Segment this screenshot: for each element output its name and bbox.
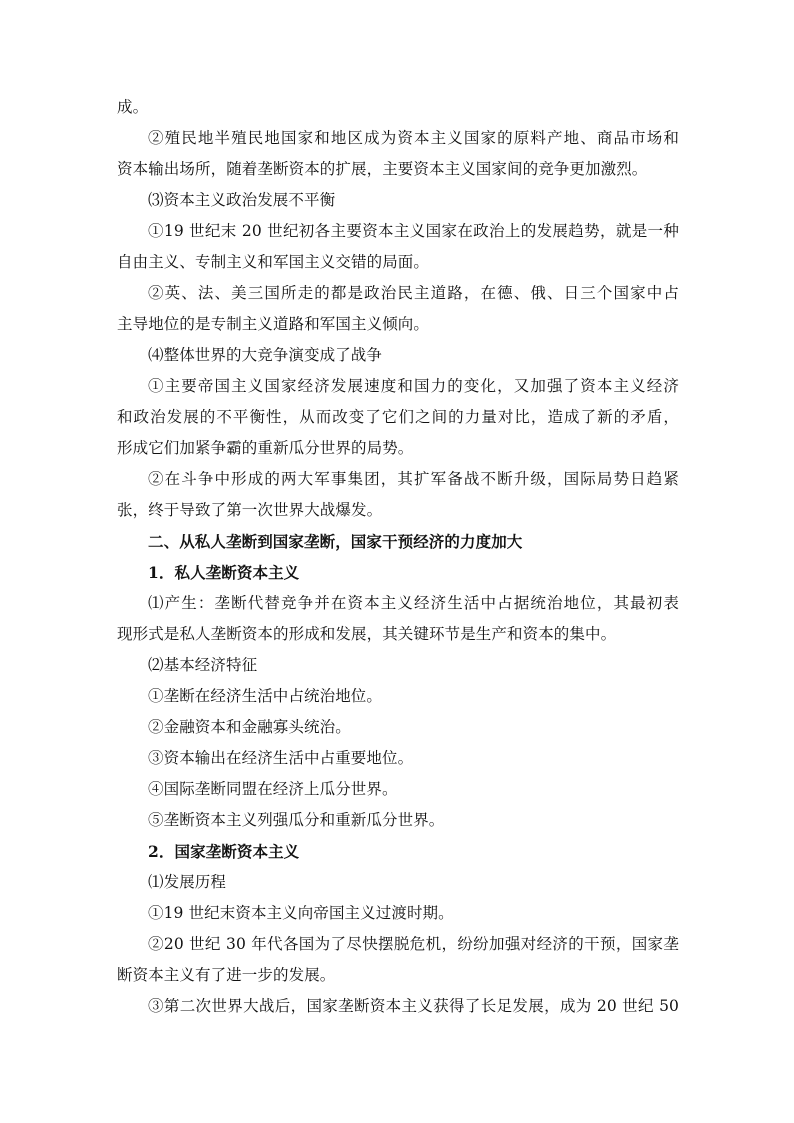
paragraph-line: 成。: [117, 98, 149, 116]
paragraph-line: ①垄断在经济生活中占统治地位。: [148, 687, 383, 705]
paragraph-line: ⑶资本主义政治发展不平衡: [148, 191, 336, 209]
paragraph-line: 和政治发展的不平衡性，从而改变了它们之间的力量对比，造成了新的矛盾，: [117, 408, 679, 426]
section-heading: 1．私人垄断资本主义: [148, 563, 300, 582]
paragraph-line: ⑤垄断资本主义列强瓜分和重新瓜分世界。: [148, 811, 445, 829]
paragraph-line: ②殖民地半殖民地国家和地区成为资本主义国家的原料产地、商品市场和: [148, 129, 679, 147]
paragraph-line: 张，终于导致了第一次世界大战爆发。: [117, 501, 383, 519]
section-heading: 二、从私人垄断到国家垄断，国家干预经济的力度加大: [148, 532, 523, 551]
paragraph-line: ⑴发展历程: [148, 873, 227, 891]
section-heading: 2．国家垄断资本主义: [148, 842, 300, 861]
paragraph-line: 形成它们加紧争霸的重新瓜分世界的局势。: [117, 439, 414, 457]
paragraph-line: ④国际垄断同盟在经济上瓜分世界。: [148, 780, 398, 798]
paragraph-line: ③资本输出在经济生活中占重要地位。: [148, 749, 414, 767]
paragraph-line: ⑵基本经济特征: [148, 656, 258, 674]
paragraph-line: ⑷整体世界的大竞争演变成了战争: [148, 346, 383, 364]
paragraph-line: ①19 世纪末资本主义向帝国主义过渡时期。: [148, 904, 454, 922]
paragraph-line: ①19 世纪末 20 世纪初各主要资本主义国家在政治上的发展趋势，就是一种: [148, 222, 679, 240]
paragraph-line: 自由主义、专制主义和军国主义交错的局面。: [117, 253, 430, 271]
paragraph-line: ②在斗争中形成的两大军事集团，其扩军备战不断升级，国际局势日趋紧: [148, 470, 679, 488]
paragraph-line: 现形式是私人垄断资本的形成和发展，其关键环节是生产和资本的集中。: [117, 625, 617, 643]
paragraph-line: 断资本主义有了进一步的发展。: [117, 966, 336, 984]
paragraph-line: ⑴产生：垄断代替竞争并在资本主义经济生活中占据统治地位，其最初表: [148, 594, 679, 612]
paragraph-line: ①主要帝国主义国家经济发展速度和国力的变化，又加强了资本主义经济: [148, 377, 679, 395]
paragraph-line: ③第二次世界大战后，国家垄断资本主义获得了长足发展，成为 20 世纪 50: [148, 997, 679, 1015]
paragraph-line: ②金融资本和金融寡头统治。: [148, 718, 351, 736]
paragraph-line: 资本输出场所，随着垄断资本的扩展，主要资本主义国家间的竞争更加激烈。: [117, 160, 648, 178]
document-page: [117, 92, 679, 1022]
paragraph-line: ②20 世纪 30 年代各国为了尽快摆脱危机，纷纷加强对经济的干预，国家垄: [148, 935, 679, 953]
paragraph-line: ②英、法、美三国所走的都是政治民主道路，在德、俄、日三个国家中占: [148, 284, 679, 302]
paragraph-line: 主导地位的是专制主义道路和军国主义倾向。: [117, 315, 430, 333]
